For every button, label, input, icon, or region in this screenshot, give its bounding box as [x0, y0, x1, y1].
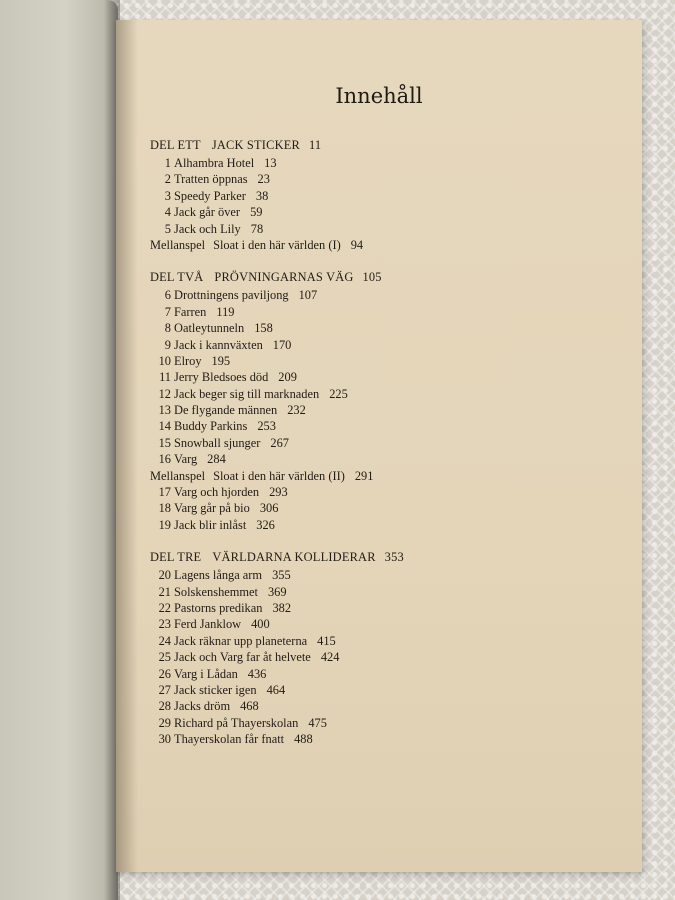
chapter-page-number: 306	[259, 501, 279, 516]
chapter-page-number: 424	[320, 650, 340, 665]
chapter-page-number: 488	[294, 732, 313, 747]
chapter-page-number: 436	[247, 666, 267, 681]
chapter-title: Ferd Janklow	[174, 617, 242, 632]
chapter-page-number: 284	[207, 452, 226, 467]
part-three-header	[150, 548, 620, 567]
part-one-header	[150, 136, 620, 155]
part-three-section	[150, 548, 620, 747]
chapter-entry	[150, 484, 620, 500]
chapter-number: 18	[158, 501, 171, 516]
chapter-number: 14	[158, 419, 171, 434]
interlude-page-number: 94	[350, 237, 364, 252]
gutter-shadow	[116, 20, 138, 872]
chapter-entry	[150, 600, 620, 616]
chapter-entry	[150, 500, 620, 516]
interlude-entry	[150, 468, 620, 484]
chapter-entry	[150, 369, 620, 385]
chapter-number: 8	[164, 321, 171, 336]
chapter-title: Jack beger sig till marknaden	[174, 386, 320, 401]
chapter-page-number: 415	[317, 633, 336, 648]
chapter-number: 22	[158, 600, 171, 615]
chapter-entry	[150, 666, 620, 682]
chapter-title: Varg går på bio	[174, 501, 250, 516]
chapter-number: 13	[158, 403, 171, 418]
chapter-page-number: 475	[308, 715, 327, 730]
chapter-number: 26	[158, 666, 171, 681]
chapter-number: 3	[164, 188, 171, 203]
chapter-page-number: 107	[298, 288, 318, 303]
chapter-title: Jack blir inlåst	[174, 517, 247, 532]
chapter-title: Farren	[174, 304, 207, 319]
chapter-number: 24	[158, 633, 171, 648]
chapter-title: Jack i kannväxten	[174, 337, 263, 352]
chapter-entry	[150, 204, 620, 220]
chapter-number: 1	[164, 156, 171, 170]
chapter-page-number: 400	[251, 617, 270, 632]
chapter-entry	[150, 616, 620, 632]
chapter-title: Jack och Varg far åt helvete	[174, 650, 311, 665]
chapter-title: Elroy	[174, 353, 202, 368]
chapter-title: De flygande männen	[174, 403, 278, 418]
part-title: PRÖVNINGARNAS VÄG	[214, 270, 354, 285]
chapter-entry	[150, 337, 620, 353]
chapter-number: 21	[158, 584, 171, 599]
chapter-number: 20	[158, 568, 171, 583]
chapter-entry	[150, 633, 620, 649]
part-two-header	[150, 268, 620, 287]
chapter-entry	[150, 698, 620, 714]
chapter-page-number: 195	[211, 353, 231, 368]
chapter-title: Varg och hjorden	[174, 485, 260, 500]
chapter-entry	[150, 402, 620, 418]
chapter-page-number: 158	[254, 321, 273, 336]
chapter-page-number: 38	[255, 188, 269, 203]
chapter-number: 5	[164, 221, 171, 236]
chapter-number: 15	[158, 435, 171, 450]
chapter-page-number: 13	[264, 156, 277, 170]
chapter-page-number: 369	[267, 584, 287, 599]
chapter-title: Alhambra Hotel	[174, 156, 255, 170]
part-title: JACK STICKER	[211, 138, 300, 152]
contents-heading: Innehåll	[335, 84, 423, 108]
part-one-section	[150, 136, 620, 253]
part-page-number: 105	[362, 270, 382, 285]
chapter-title: Drottningens paviljong	[174, 288, 289, 303]
chapter-title: Pastorns predikan	[174, 600, 263, 615]
chapter-number: 9	[164, 337, 171, 352]
chapter-entry	[150, 451, 620, 467]
chapter-number: 28	[158, 699, 171, 714]
chapter-title: Jack och Lily	[174, 221, 241, 236]
part-label: DEL TRE	[150, 550, 202, 565]
chapter-page-number: 267	[270, 435, 289, 450]
chapter-page-number: 232	[287, 403, 306, 418]
part-label: DEL ETT	[150, 138, 201, 152]
chapter-entry	[150, 418, 620, 434]
chapter-page-number: 23	[257, 172, 270, 187]
chapter-title: Varg	[174, 452, 198, 467]
chapter-number: 29	[158, 715, 171, 730]
chapter-title: Varg i Lådan	[174, 666, 238, 681]
part-label: DEL TVÅ	[150, 270, 204, 285]
chapter-title: Tratten öppnas	[174, 172, 248, 187]
part-two-section	[150, 268, 620, 533]
chapter-number: 25	[158, 650, 171, 665]
chapter-title: Snowball sjunger	[174, 435, 261, 450]
chapter-entry	[150, 171, 620, 187]
interlude-label: Mellanspel	[150, 237, 206, 252]
chapter-title: Jacks dröm	[174, 699, 231, 714]
chapter-title: Speedy Parker	[174, 188, 246, 203]
chapter-number: 6	[164, 288, 171, 303]
chapter-title: Jerry Bledsoes död	[174, 370, 269, 385]
chapter-list	[150, 155, 620, 237]
chapter-list	[150, 567, 620, 747]
chapter-page-number: 293	[269, 485, 288, 500]
interlude-title: Sloat i den här världen (I)	[213, 237, 341, 252]
chapter-number: 10	[158, 353, 171, 368]
chapter-entry	[150, 715, 620, 731]
left-page	[0, 0, 118, 900]
chapter-title: Thayerskolan får fnatt	[174, 732, 285, 747]
chapter-number: 17	[158, 485, 171, 500]
chapter-title: Jack räknar upp planeterna	[174, 633, 308, 648]
chapter-entry	[150, 435, 620, 451]
chapter-number: 16	[158, 452, 171, 467]
chapter-title: Oatleytunneln	[174, 321, 245, 336]
chapter-entry	[150, 386, 620, 402]
chapter-number: 23	[158, 617, 171, 632]
chapter-page-number: 253	[257, 419, 276, 434]
interlude-title: Sloat i den här världen (II)	[213, 468, 345, 483]
chapter-list	[150, 287, 620, 467]
chapter-entry	[150, 682, 620, 698]
chapter-entry	[150, 567, 620, 583]
chapter-number: 30	[158, 732, 171, 747]
chapter-number: 2	[164, 172, 171, 187]
chapter-entry	[150, 517, 620, 533]
chapter-entry	[150, 320, 620, 336]
chapter-entry	[150, 731, 620, 747]
chapter-page-number: 78	[250, 221, 264, 236]
chapter-number: 4	[164, 205, 171, 220]
interlude-page-number: 291	[354, 468, 374, 483]
chapter-entry	[150, 353, 620, 369]
chapter-page-number: 468	[240, 699, 259, 714]
chapter-title: Buddy Parkins	[174, 419, 248, 434]
chapter-title: Solskenshemmet	[174, 584, 258, 599]
chapter-entry	[150, 649, 620, 665]
chapter-title: Jack går över	[174, 205, 241, 220]
chapter-number: 11	[159, 370, 171, 385]
interlude-label: Mellanspel	[150, 468, 206, 483]
part-page-number: 11	[308, 138, 322, 152]
chapter-entry	[150, 188, 620, 204]
chapter-page-number: 59	[250, 205, 263, 220]
chapter-page-number: 225	[329, 386, 348, 401]
chapter-entry	[150, 287, 620, 303]
chapter-page-number: 170	[272, 337, 292, 352]
chapter-entry	[150, 221, 620, 237]
chapter-number: 27	[158, 682, 171, 697]
part-title: VÄRLDARNA KOLLIDERAR	[212, 550, 376, 565]
chapter-page-number: 326	[256, 517, 275, 532]
interlude-entry	[150, 237, 620, 253]
part-page-number: 353	[384, 550, 404, 565]
chapter-list	[150, 484, 620, 533]
table-of-contents	[150, 136, 620, 763]
chapter-page-number: 119	[216, 304, 235, 319]
chapter-number: 12	[158, 386, 171, 401]
chapter-page-number: 464	[266, 682, 286, 697]
chapter-page-number: 209	[278, 370, 297, 385]
chapter-entry	[150, 155, 620, 171]
chapter-entry	[150, 304, 620, 320]
chapter-page-number: 355	[272, 568, 291, 583]
chapter-entry	[150, 584, 620, 600]
chapter-title: Jack sticker igen	[174, 682, 257, 697]
chapter-number: 7	[164, 304, 171, 319]
chapter-page-number: 382	[272, 600, 292, 615]
chapter-number: 19	[158, 517, 171, 532]
chapter-title: Lagens långa arm	[174, 568, 263, 583]
chapter-title: Richard på Thayerskolan	[174, 715, 299, 730]
